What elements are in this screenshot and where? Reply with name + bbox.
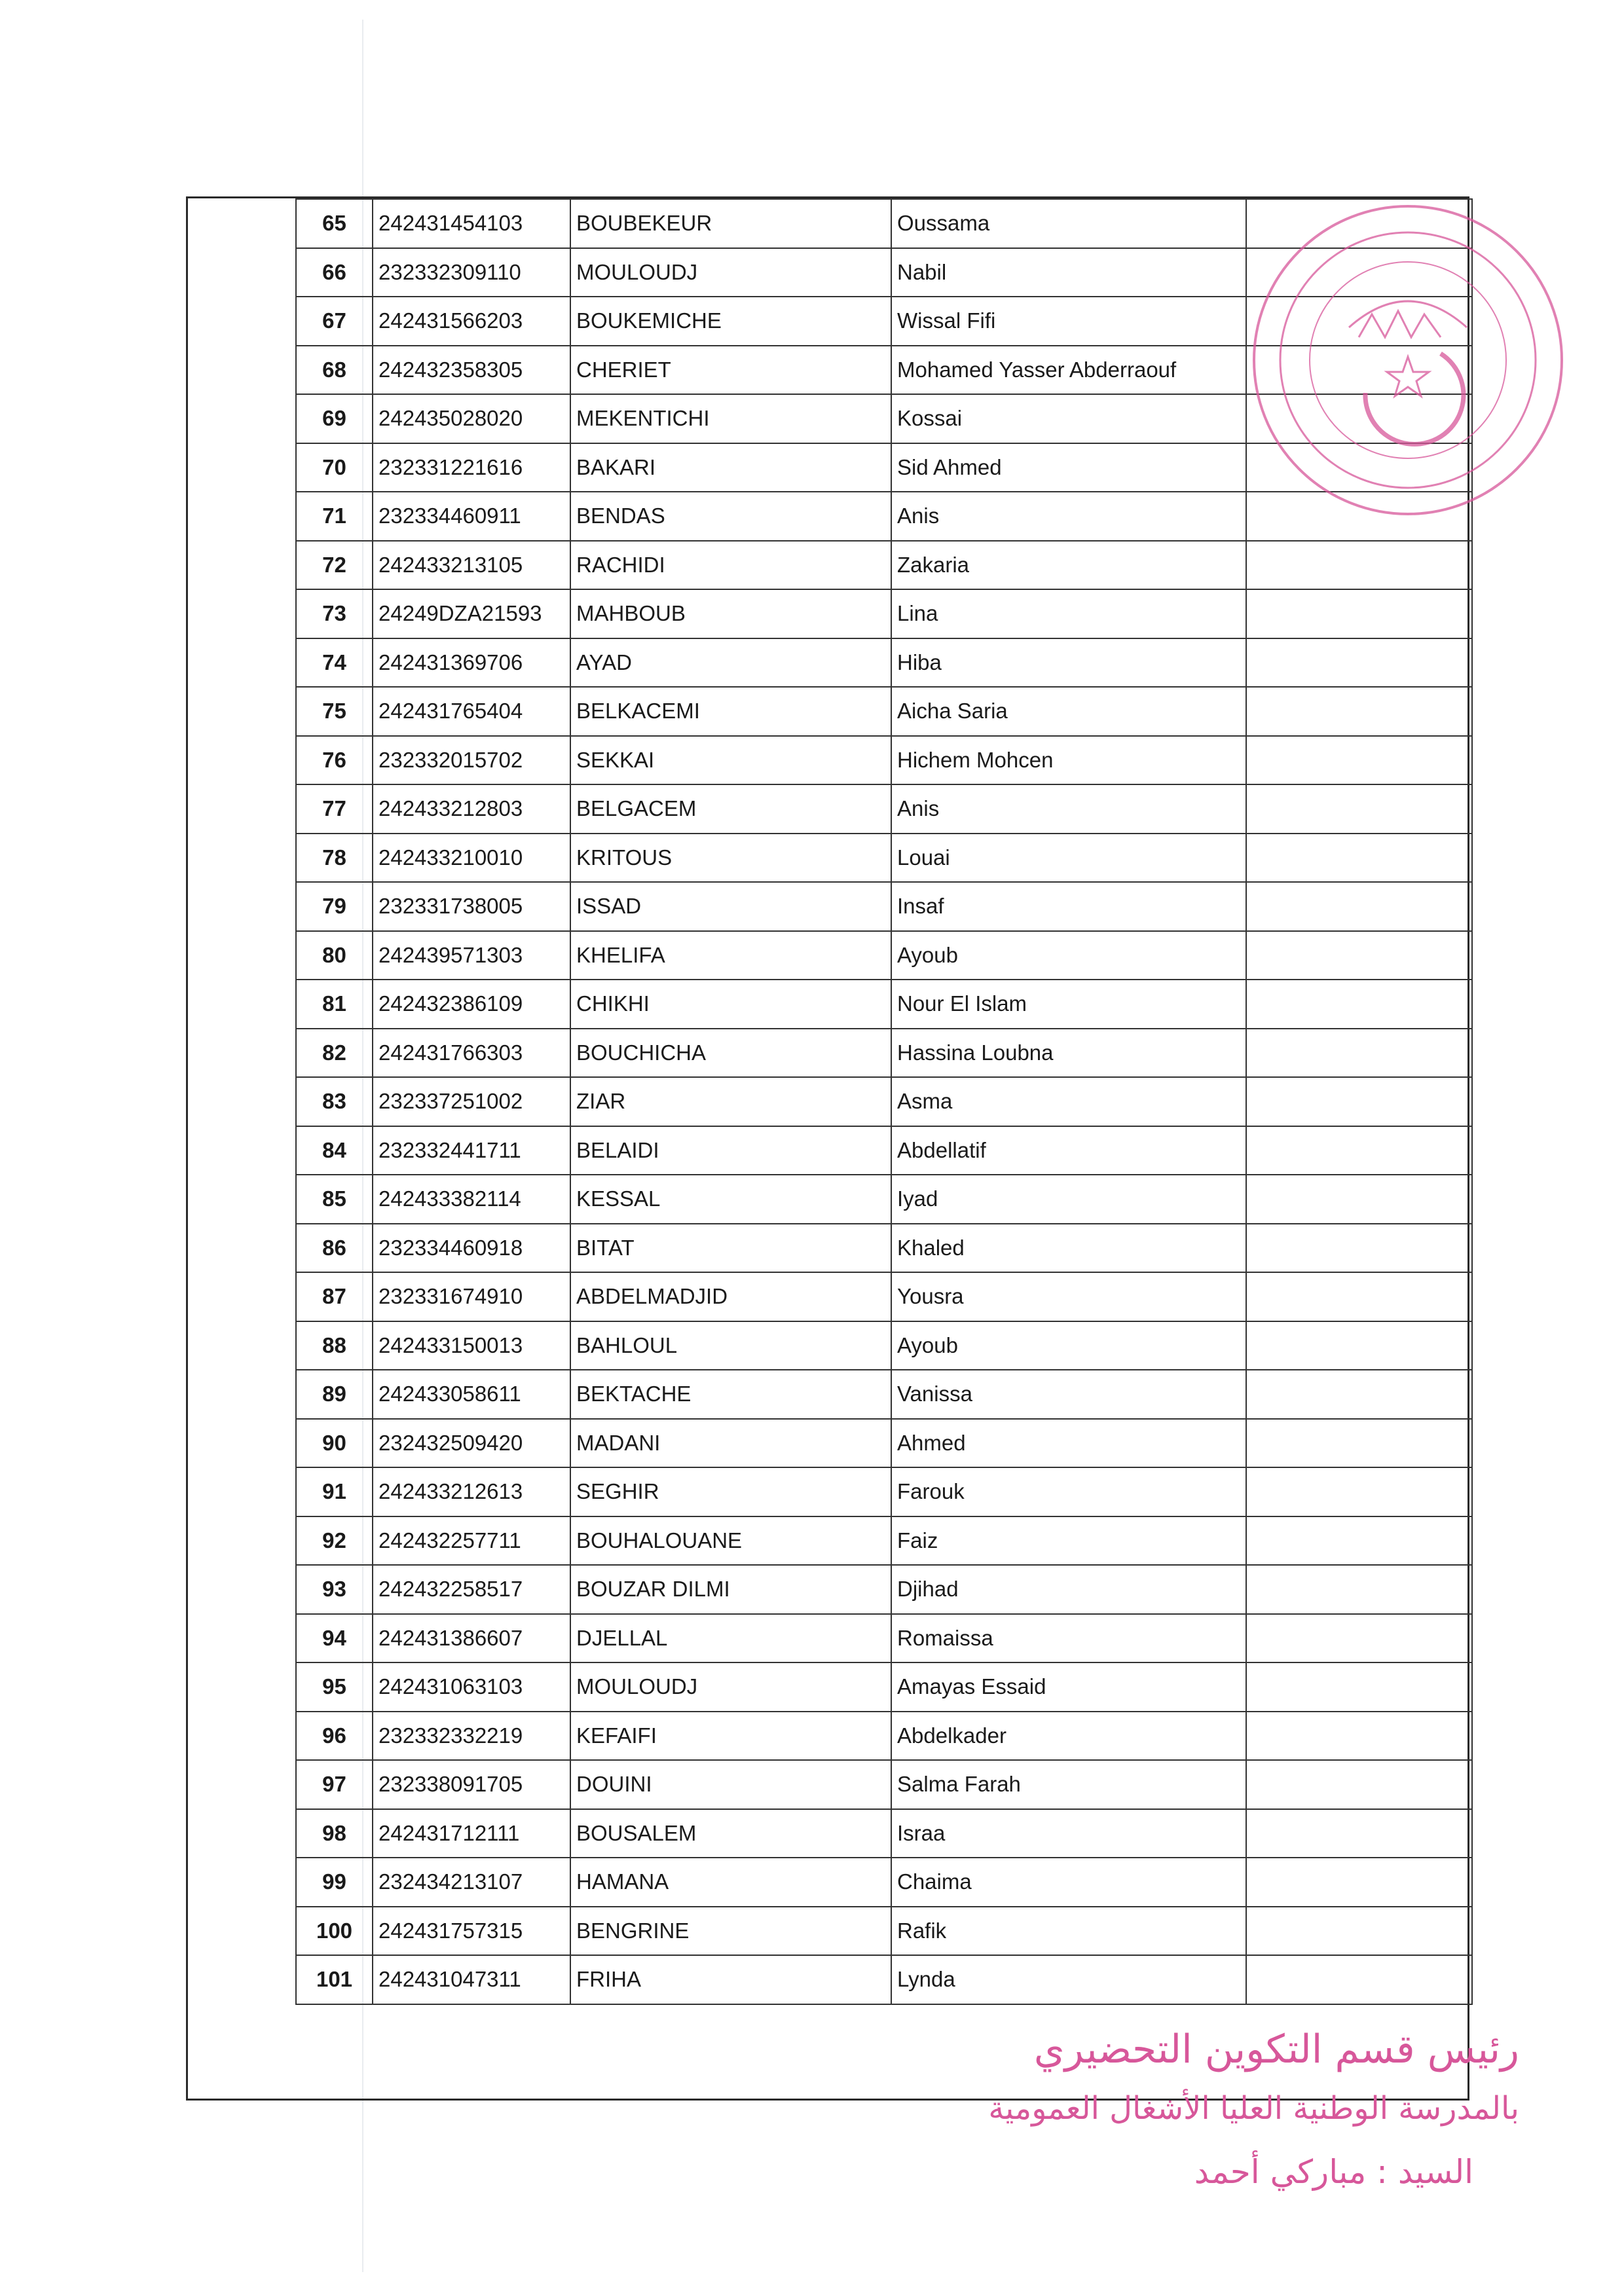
first-name: Kossai [891, 394, 1246, 443]
row-number: 90 [296, 1419, 373, 1468]
row-number: 67 [296, 297, 373, 346]
last-name: SEKKAI [570, 736, 891, 785]
table-row [296, 1175, 1472, 1224]
registration-id: 232337251002 [373, 1077, 570, 1126]
row-number: 69 [296, 394, 373, 443]
empty-cell [1246, 1272, 1472, 1321]
first-name: Romaissa [891, 1614, 1246, 1663]
registration-id: 242433212613 [373, 1467, 570, 1516]
last-name: SEGHIR [570, 1467, 891, 1516]
last-name: ISSAD [570, 882, 891, 931]
signature-name: السيد : مباركي أحمد [1194, 2153, 1473, 2191]
registration-id: 232332309110 [373, 248, 570, 297]
first-name: Louai [891, 834, 1246, 883]
table-row [296, 1516, 1472, 1566]
empty-cell [1246, 589, 1472, 638]
registration-id: 242433058611 [373, 1370, 570, 1419]
first-name: Asma [891, 1077, 1246, 1126]
registration-id: 242431386607 [373, 1614, 570, 1663]
last-name: ABDELMADJID [570, 1272, 891, 1321]
table-row [296, 1029, 1472, 1078]
empty-cell [1246, 931, 1472, 980]
first-name: Hiba [891, 638, 1246, 688]
last-name: MADANI [570, 1419, 891, 1468]
registration-id: 232332015702 [373, 736, 570, 785]
first-name: Ayoub [891, 931, 1246, 980]
row-number: 89 [296, 1370, 373, 1419]
table-row [296, 541, 1472, 590]
empty-cell [1246, 1565, 1472, 1614]
registration-id: 232338091705 [373, 1760, 570, 1809]
last-name: DOUINI [570, 1760, 891, 1809]
last-name: MOULOUDJ [570, 1662, 891, 1712]
registration-id: 232334460918 [373, 1224, 570, 1273]
first-name: Ahmed [891, 1419, 1246, 1468]
empty-cell [1246, 1516, 1472, 1566]
first-name: Djihad [891, 1565, 1246, 1614]
row-number: 86 [296, 1224, 373, 1273]
table-row [296, 1467, 1472, 1516]
empty-cell [1246, 1175, 1472, 1224]
row-number: 85 [296, 1175, 373, 1224]
empty-cell [1246, 1224, 1472, 1273]
row-number: 75 [296, 687, 373, 736]
row-number: 70 [296, 443, 373, 492]
row-number: 101 [296, 1955, 373, 2004]
table-row [296, 1907, 1472, 1956]
row-number: 74 [296, 638, 373, 688]
last-name: BOUHALOUANE [570, 1516, 891, 1566]
row-number: 76 [296, 736, 373, 785]
empty-cell [1246, 541, 1472, 590]
registration-id: 232332441711 [373, 1126, 570, 1175]
table-row [296, 1858, 1472, 1907]
row-number: 98 [296, 1809, 373, 1858]
row-number: 91 [296, 1467, 373, 1516]
empty-cell [1246, 1712, 1472, 1761]
row-number: 92 [296, 1516, 373, 1566]
table-row [296, 1077, 1472, 1126]
empty-cell [1246, 1662, 1472, 1712]
registration-id: 242431454103 [373, 199, 570, 248]
last-name: BELKACEMI [570, 687, 891, 736]
empty-cell [1246, 1907, 1472, 1956]
registration-id: 242433382114 [373, 1175, 570, 1224]
row-number: 100 [296, 1907, 373, 1956]
row-number: 99 [296, 1858, 373, 1907]
row-number: 72 [296, 541, 373, 590]
first-name: Oussama [891, 199, 1246, 248]
last-name: KEFAIFI [570, 1712, 891, 1761]
first-name: Nour El Islam [891, 980, 1246, 1029]
registration-id: 242431369706 [373, 638, 570, 688]
last-name: KESSAL [570, 1175, 891, 1224]
empty-cell [1246, 736, 1472, 785]
last-name: BAHLOUL [570, 1321, 891, 1370]
table-row [296, 589, 1472, 638]
empty-cell [1246, 1467, 1472, 1516]
official-stamp [1244, 196, 1572, 524]
table-row [296, 784, 1472, 834]
first-name: Zakaria [891, 541, 1246, 590]
last-name: BOUKEMICHE [570, 297, 891, 346]
empty-cell [1246, 1419, 1472, 1468]
table-row [296, 1565, 1472, 1614]
last-name: BOUCHICHA [570, 1029, 891, 1078]
table-row [296, 1419, 1472, 1468]
registration-id: 232332332219 [373, 1712, 570, 1761]
registration-id: 242433150013 [373, 1321, 570, 1370]
first-name: Faiz [891, 1516, 1246, 1566]
row-number: 93 [296, 1565, 373, 1614]
first-name: Lina [891, 589, 1246, 638]
table-row [296, 1955, 1472, 2004]
last-name: MOULOUDJ [570, 248, 891, 297]
last-name: AYAD [570, 638, 891, 688]
first-name: Insaf [891, 882, 1246, 931]
registration-id: 242435028020 [373, 394, 570, 443]
first-name: Amayas Essaid [891, 1662, 1246, 1712]
first-name: Israa [891, 1809, 1246, 1858]
first-name: Mohamed Yasser Abderraouf [891, 346, 1246, 395]
row-number: 84 [296, 1126, 373, 1175]
registration-id: 232331674910 [373, 1272, 570, 1321]
last-name: KRITOUS [570, 834, 891, 883]
table-row [296, 1662, 1472, 1712]
last-name: FRIHA [570, 1955, 891, 2004]
table-row [296, 931, 1472, 980]
empty-cell [1246, 1858, 1472, 1907]
first-name: Chaima [891, 1858, 1246, 1907]
row-number: 73 [296, 589, 373, 638]
registration-id: 242432358305 [373, 346, 570, 395]
first-name: Nabil [891, 248, 1246, 297]
last-name: BELGACEM [570, 784, 891, 834]
last-name: BELAIDI [570, 1126, 891, 1175]
table-row [296, 1321, 1472, 1370]
empty-cell [1246, 1126, 1472, 1175]
empty-cell [1246, 687, 1472, 736]
row-number: 95 [296, 1662, 373, 1712]
table-row [296, 980, 1472, 1029]
last-name: RACHIDI [570, 541, 891, 590]
table-row [296, 687, 1472, 736]
last-name: BENGRINE [570, 1907, 891, 1956]
registration-id: 232331221616 [373, 443, 570, 492]
row-number: 97 [296, 1760, 373, 1809]
table-row [296, 1614, 1472, 1663]
row-number: 81 [296, 980, 373, 1029]
last-name: DJELLAL [570, 1614, 891, 1663]
last-name: BEKTACHE [570, 1370, 891, 1419]
empty-cell [1246, 1077, 1472, 1126]
table-row [296, 834, 1472, 883]
first-name: Yousra [891, 1272, 1246, 1321]
registration-id: 242432258517 [373, 1565, 570, 1614]
last-name: MEKENTICHI [570, 394, 891, 443]
registration-id: 242431047311 [373, 1955, 570, 2004]
empty-cell [1246, 784, 1472, 834]
last-name: BAKARI [570, 443, 891, 492]
last-name: KHELIFA [570, 931, 891, 980]
last-name: MAHBOUB [570, 589, 891, 638]
first-name: Anis [891, 784, 1246, 834]
row-number: 94 [296, 1614, 373, 1663]
empty-cell [1246, 638, 1472, 688]
table-row [296, 1370, 1472, 1419]
table-row [296, 736, 1472, 785]
row-number: 66 [296, 248, 373, 297]
row-number: 96 [296, 1712, 373, 1761]
registration-id: 24249DZA21593 [373, 589, 570, 638]
first-name: Ayoub [891, 1321, 1246, 1370]
empty-cell [1246, 1955, 1472, 2004]
signature-title: رئيس قسم التكوين التحضيري [1033, 2027, 1519, 2072]
registration-id: 242432386109 [373, 980, 570, 1029]
empty-cell [1246, 1809, 1472, 1858]
table-row [296, 1224, 1472, 1273]
first-name: Rafik [891, 1907, 1246, 1956]
row-number: 87 [296, 1272, 373, 1321]
first-name: Salma Farah [891, 1760, 1246, 1809]
row-number: 80 [296, 931, 373, 980]
empty-cell [1246, 1029, 1472, 1078]
first-name: Abdellatif [891, 1126, 1246, 1175]
row-number: 78 [296, 834, 373, 883]
last-name: HAMANA [570, 1858, 891, 1907]
last-name: BOUBEKEUR [570, 199, 891, 248]
table-row [296, 1760, 1472, 1809]
table-row [296, 1712, 1472, 1761]
first-name: Abdelkader [891, 1712, 1246, 1761]
last-name: BOUZAR DILMI [570, 1565, 891, 1614]
row-number: 83 [296, 1077, 373, 1126]
row-number: 82 [296, 1029, 373, 1078]
first-name: Farouk [891, 1467, 1246, 1516]
registration-id: 242431766303 [373, 1029, 570, 1078]
last-name: BITAT [570, 1224, 891, 1273]
table-row [296, 1272, 1472, 1321]
empty-cell [1246, 882, 1472, 931]
registration-id: 242431063103 [373, 1662, 570, 1712]
row-number: 79 [296, 882, 373, 931]
registration-id: 242431757315 [373, 1907, 570, 1956]
last-name: CHERIET [570, 346, 891, 395]
last-name: CHIKHI [570, 980, 891, 1029]
first-name: Hichem Mohcen [891, 736, 1246, 785]
row-number: 88 [296, 1321, 373, 1370]
first-name: Wissal Fifi [891, 297, 1246, 346]
signature-institution: بالمدرسة الوطنية العليا الأشغال العمومية [988, 2090, 1519, 2127]
row-number: 65 [296, 199, 373, 248]
registration-id: 242431712111 [373, 1809, 570, 1858]
registration-id: 242431566203 [373, 297, 570, 346]
empty-cell [1246, 980, 1472, 1029]
registration-id: 232334460911 [373, 492, 570, 541]
first-name: Sid Ahmed [891, 443, 1246, 492]
registration-id: 232331738005 [373, 882, 570, 931]
first-name: Hassina Loubna [891, 1029, 1246, 1078]
row-number: 77 [296, 784, 373, 834]
registration-id: 232432509420 [373, 1419, 570, 1468]
registration-id: 242431765404 [373, 687, 570, 736]
table-row [296, 882, 1472, 931]
last-name: BENDAS [570, 492, 891, 541]
table-row [296, 638, 1472, 688]
first-name: Iyad [891, 1175, 1246, 1224]
registration-id: 242433212803 [373, 784, 570, 834]
registration-id: 242433213105 [373, 541, 570, 590]
empty-cell [1246, 834, 1472, 883]
registration-id: 242433210010 [373, 834, 570, 883]
empty-cell [1246, 1614, 1472, 1663]
row-number: 68 [296, 346, 373, 395]
first-name: Khaled [891, 1224, 1246, 1273]
last-name: BOUSALEM [570, 1809, 891, 1858]
last-name: ZIAR [570, 1077, 891, 1126]
empty-cell [1246, 1760, 1472, 1809]
empty-cell [1246, 1370, 1472, 1419]
table-row [296, 1809, 1472, 1858]
registration-id: 242439571303 [373, 931, 570, 980]
first-name: Lynda [891, 1955, 1246, 2004]
first-name: Vanissa [891, 1370, 1246, 1419]
first-name: Anis [891, 492, 1246, 541]
registration-id: 242432257711 [373, 1516, 570, 1566]
empty-cell [1246, 1321, 1472, 1370]
first-name: Aicha Saria [891, 687, 1246, 736]
registration-id: 232434213107 [373, 1858, 570, 1907]
row-number: 71 [296, 492, 373, 541]
table-row [296, 1126, 1472, 1175]
